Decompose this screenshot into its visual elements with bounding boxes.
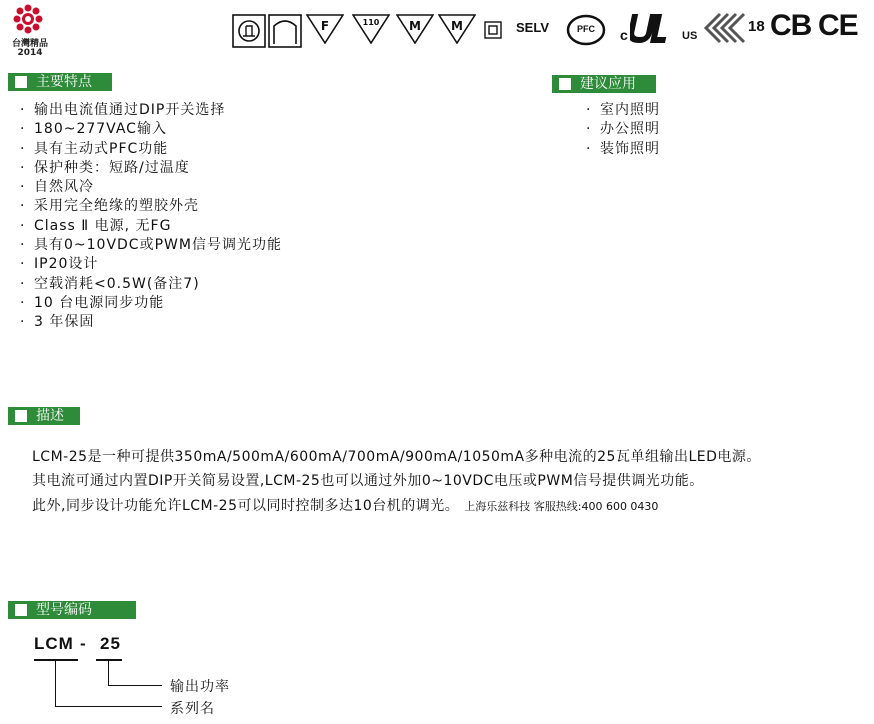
list-item: · 具有主动式PFC功能 (20, 140, 169, 157)
list-item: · 具有0~10VDC或PWM信号调光功能 (20, 237, 282, 254)
contact-hotline: 上海乐兹科技 客服热线:400 600 0430 (464, 500, 659, 513)
description-line-1: LCM-25是一种可提供350mA/500mA/600mA/700mA/900mA/1050mA多种电流的25瓦单组输出LED电源。 (32, 449, 761, 465)
f-mark-label: F (320, 19, 330, 33)
cb-mark: CB (770, 9, 812, 42)
m-mark-alt-label: M (451, 19, 463, 33)
list-item: · 10 台电源同步功能 (20, 294, 165, 311)
series-underline (34, 659, 78, 661)
lamp-controlgear-icon (232, 14, 266, 48)
description-title: 描述 (36, 408, 64, 424)
m-mark-alt-icon (438, 14, 476, 44)
list-item: · 保护种类：短路/过温度 (20, 159, 190, 176)
model-power-code: 25 (100, 634, 121, 653)
features-title: 主要特点 (36, 74, 92, 90)
cul-us-label: US (682, 30, 698, 42)
list-item: · 自然风冷 (20, 179, 94, 196)
selv-mark: SELV (516, 20, 549, 35)
applications-list (582, 101, 660, 159)
list-item: · 180~277VAC输入 (20, 121, 167, 138)
list-item: · 空载消耗<0.5W(备注7) (20, 275, 200, 292)
taiwan-excellence-star-icon (13, 4, 43, 34)
model-series-code: LCM (34, 634, 74, 653)
model-code-title: 型号编码 (36, 602, 92, 618)
power-connector-vertical (108, 661, 109, 685)
list-item: · 3 年保固 (20, 314, 95, 331)
series-connector-vertical (55, 661, 56, 706)
power-label: 输出功率 (170, 679, 230, 695)
power-connector-horizontal (108, 685, 162, 686)
series-label: 系列名 (170, 701, 215, 717)
section-square-icon (15, 76, 27, 88)
section-square-icon (15, 604, 27, 616)
section-square-icon (15, 410, 27, 422)
110-mark-label: 110 (362, 18, 380, 27)
description-section-header (8, 407, 80, 425)
class-ii-icon (484, 21, 502, 39)
description-line-3: 此外,同步设计功能允许LCM-25可以同时控制多达10台机的调光。 上海乐兹科技 客服热线:400 600 0430 (32, 498, 659, 514)
applications-section-header (552, 75, 656, 93)
list-item: · IP20设计 (20, 256, 99, 273)
list-item: · 办公照明 (586, 121, 660, 138)
m-mark-label: M (409, 19, 421, 33)
features-list (16, 101, 282, 333)
list-item: · 采用完全绝缘的塑胶外壳 (20, 198, 199, 215)
pfc-mark-label: PFC (577, 24, 595, 34)
independent-use-icon (268, 14, 302, 48)
power-underline (96, 659, 122, 661)
description-line-2: 其电流可通过内置DIP开关简易设置,LCM-25也可以通过外加0~10VDC电压或PWM信号提供调光功能。 (32, 473, 704, 489)
applications-title: 建议应用 (580, 76, 636, 92)
cul-c-label: c (620, 27, 628, 43)
110-mark-icon (352, 14, 390, 44)
m-mark-icon (396, 14, 434, 44)
f-mark-icon (306, 14, 344, 44)
model-code-dash: - (80, 634, 87, 653)
features-section-header (8, 73, 112, 91)
logo-text-line1: 台灣精品 (11, 39, 48, 49)
list-item: · 装饰照明 (586, 140, 660, 157)
logo-text-line2: 2014 (17, 48, 43, 58)
list-item: · Class Ⅱ 电源, 无FG (20, 217, 172, 234)
enec-18-label: 18 (748, 18, 765, 35)
enec-18-mark-icon (704, 12, 766, 44)
section-square-icon (559, 78, 571, 90)
list-item: · 室内照明 (586, 102, 660, 118)
series-connector-horizontal (55, 706, 162, 707)
model-code-section-header (8, 601, 136, 619)
pfc-mark-icon (566, 14, 606, 46)
ce-mark: CE (818, 9, 858, 42)
list-item: · 输出电流值通过DIP开关选择 (20, 102, 226, 118)
taiwan-excellence-logo (6, 4, 52, 60)
cul-us-mark-icon (618, 10, 700, 46)
